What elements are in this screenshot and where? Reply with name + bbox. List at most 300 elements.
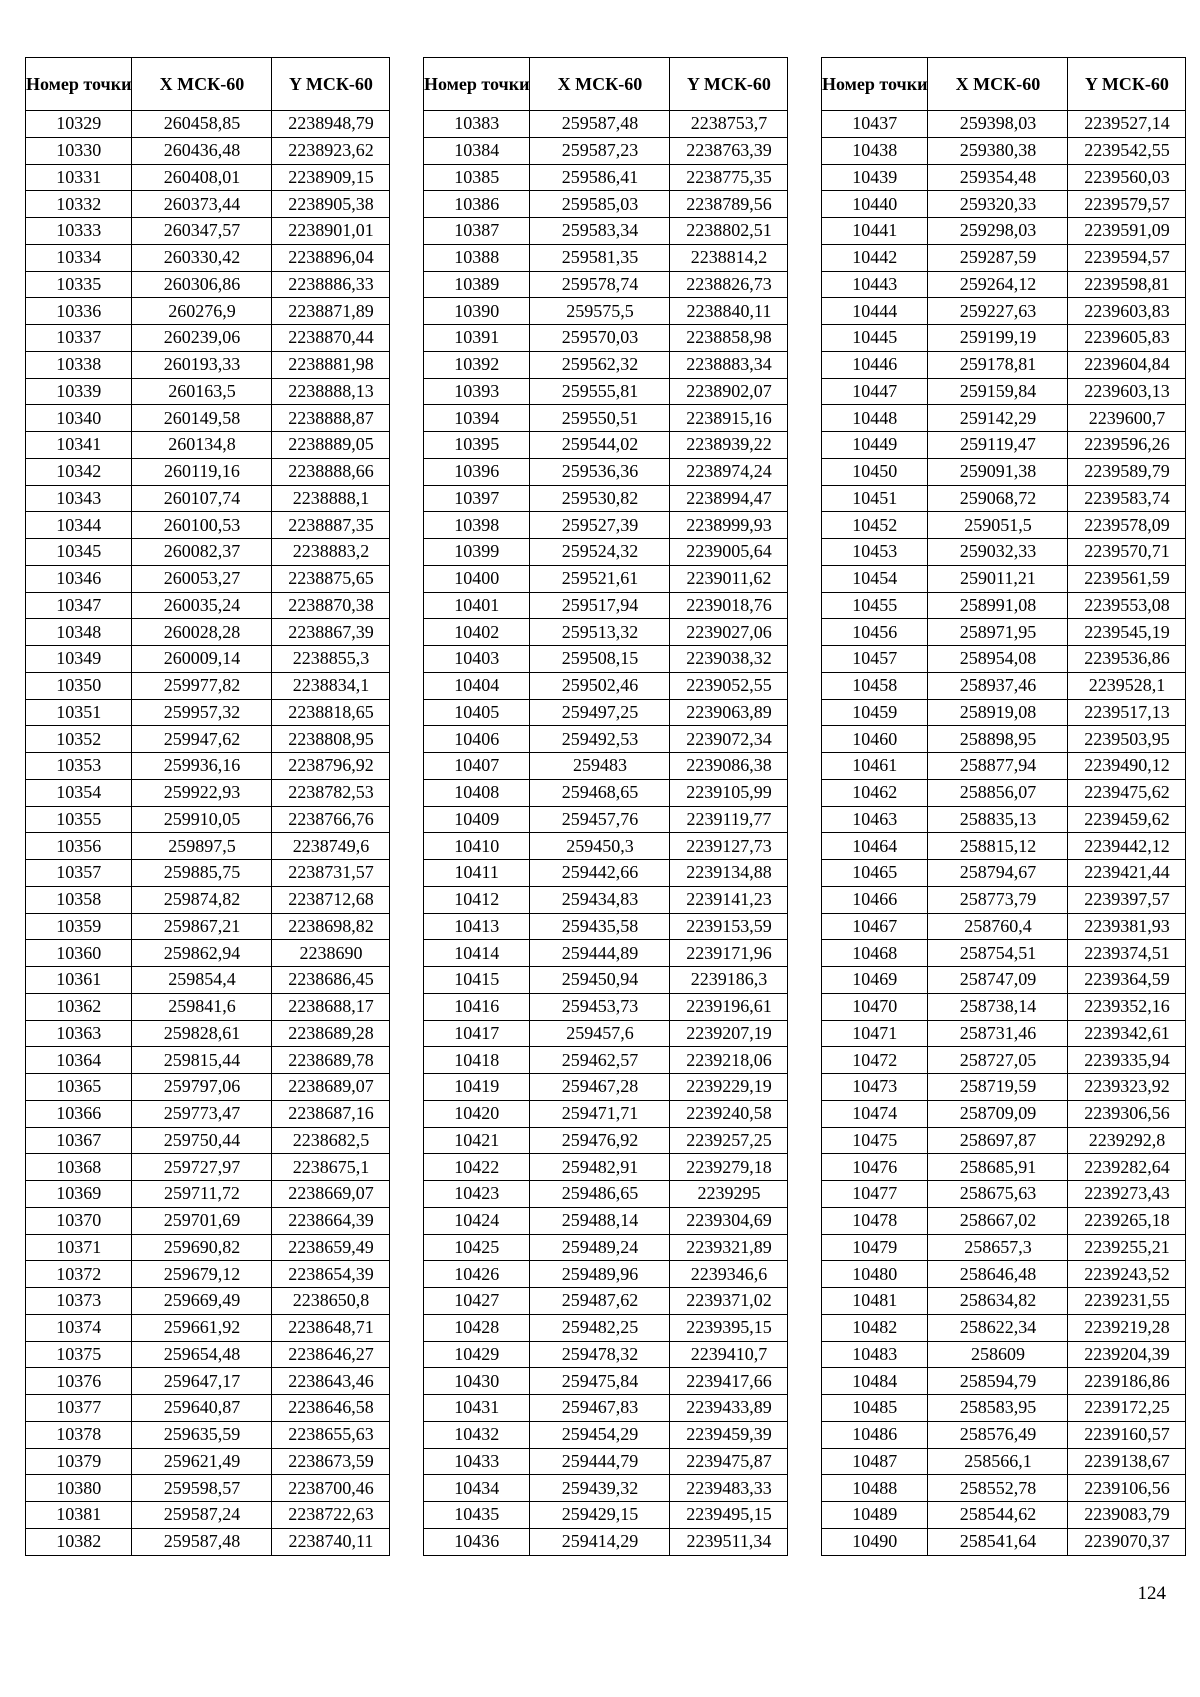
table-row [424, 191, 788, 218]
y-coordinate-cell: 2239027,06 [670, 619, 788, 646]
x-coordinate-cell: 258747,09 [928, 967, 1068, 994]
point-number-cell: 10377 [26, 1395, 132, 1422]
point-number-cell: 10487 [822, 1448, 928, 1475]
point-number-cell: 10426 [424, 1261, 530, 1288]
point-number-cell: 10384 [424, 137, 530, 164]
x-coordinate-cell: 260193,33 [132, 351, 272, 378]
x-coordinate-cell: 259011,21 [928, 565, 1068, 592]
table-row [822, 539, 1186, 566]
y-coordinate-cell: 2238731,57 [272, 860, 390, 887]
point-number-cell: 10409 [424, 806, 530, 833]
x-coordinate-cell: 259583,34 [530, 218, 670, 245]
y-coordinate-cell: 2239072,34 [670, 726, 788, 753]
point-number-cell: 10378 [26, 1421, 132, 1448]
x-coordinate-cell: 258566,1 [928, 1448, 1068, 1475]
x-coordinate-cell: 260408,01 [132, 164, 272, 191]
x-coordinate-cell: 259581,35 [530, 244, 670, 271]
y-coordinate-cell: 2238909,15 [272, 164, 390, 191]
point-number-cell: 10482 [822, 1314, 928, 1341]
table-row [424, 860, 788, 887]
x-coordinate-cell: 258877,94 [928, 753, 1068, 780]
y-coordinate-cell: 2238654,39 [272, 1261, 390, 1288]
table-row [822, 1181, 1186, 1208]
y-coordinate-cell: 2239186,3 [670, 967, 788, 994]
y-coordinate-cell: 2239475,62 [1068, 779, 1186, 806]
y-coordinate-cell: 2239395,15 [670, 1314, 788, 1341]
table-row [822, 218, 1186, 245]
point-number-cell: 10462 [822, 779, 928, 806]
table-row [26, 1234, 390, 1261]
x-coordinate-cell: 259142,29 [928, 405, 1068, 432]
point-number-cell: 10364 [26, 1047, 132, 1074]
x-coordinate-cell: 258835,13 [928, 806, 1068, 833]
y-coordinate-cell: 2238888,13 [272, 378, 390, 405]
x-coordinate-cell: 259051,5 [928, 512, 1068, 539]
table-row [822, 111, 1186, 138]
point-number-cell: 10451 [822, 485, 928, 512]
y-coordinate-cell: 2238690 [272, 940, 390, 967]
point-number-cell: 10476 [822, 1154, 928, 1181]
x-coordinate-cell: 259199,19 [928, 325, 1068, 352]
x-coordinate-cell: 259489,24 [530, 1234, 670, 1261]
table-row [26, 940, 390, 967]
y-coordinate-cell: 2238974,24 [670, 458, 788, 485]
x-coordinate-cell: 258991,08 [928, 592, 1068, 619]
point-number-cell: 10439 [822, 164, 928, 191]
table-row [822, 137, 1186, 164]
y-coordinate-cell: 2238808,95 [272, 726, 390, 753]
point-number-cell: 10358 [26, 886, 132, 913]
point-number-cell: 10454 [822, 565, 928, 592]
x-coordinate-cell: 259701,69 [132, 1207, 272, 1234]
point-number-cell: 10434 [424, 1475, 530, 1502]
point-number-cell: 10339 [26, 378, 132, 405]
y-coordinate-cell: 2239171,96 [670, 940, 788, 967]
y-coordinate-cell: 2238871,89 [272, 298, 390, 325]
table-row [822, 512, 1186, 539]
x-coordinate-cell: 259453,73 [530, 993, 670, 1020]
x-coordinate-cell: 258544,62 [928, 1502, 1068, 1529]
point-number-cell: 10349 [26, 646, 132, 673]
table-row [822, 1341, 1186, 1368]
point-number-cell: 10485 [822, 1395, 928, 1422]
table-header-row [424, 58, 788, 111]
y-coordinate-cell: 2239364,59 [1068, 967, 1186, 994]
point-number-cell: 10469 [822, 967, 928, 994]
y-coordinate-cell: 2239240,58 [670, 1100, 788, 1127]
table-row [822, 753, 1186, 780]
x-coordinate-cell: 259727,97 [132, 1154, 272, 1181]
table-row [26, 806, 390, 833]
table-row [822, 913, 1186, 940]
x-coordinate-cell: 259690,82 [132, 1234, 272, 1261]
table-row [822, 646, 1186, 673]
x-coordinate-cell: 259264,12 [928, 271, 1068, 298]
header-x-coordinate: X МСК-60 [530, 58, 670, 111]
table-row [26, 726, 390, 753]
y-coordinate-cell: 2238888,87 [272, 405, 390, 432]
y-coordinate-cell: 2238881,98 [272, 351, 390, 378]
point-number-cell: 10393 [424, 378, 530, 405]
point-number-cell: 10341 [26, 432, 132, 459]
table-row [822, 1448, 1186, 1475]
y-coordinate-cell: 2239410,7 [670, 1341, 788, 1368]
table-row [424, 485, 788, 512]
y-coordinate-cell: 2238659,49 [272, 1234, 390, 1261]
x-coordinate-cell: 259414,29 [530, 1528, 670, 1555]
y-coordinate-cell: 2238994,47 [670, 485, 788, 512]
point-number-cell: 10371 [26, 1234, 132, 1261]
x-coordinate-cell: 259530,82 [530, 485, 670, 512]
x-coordinate-cell: 259434,83 [530, 886, 670, 913]
y-coordinate-cell: 2238712,68 [272, 886, 390, 913]
table-row [822, 1368, 1186, 1395]
table-row [822, 1154, 1186, 1181]
point-number-cell: 10453 [822, 539, 928, 566]
table-row [424, 1314, 788, 1341]
table-row [424, 1074, 788, 1101]
point-number-cell: 10465 [822, 860, 928, 887]
point-number-cell: 10405 [424, 699, 530, 726]
table-body [26, 111, 390, 1556]
x-coordinate-cell: 259598,57 [132, 1475, 272, 1502]
point-number-cell: 10489 [822, 1502, 928, 1529]
table-row [822, 1395, 1186, 1422]
table-row [26, 1475, 390, 1502]
x-coordinate-cell: 259475,84 [530, 1368, 670, 1395]
y-coordinate-cell: 2238915,16 [670, 405, 788, 432]
y-coordinate-cell: 2239374,51 [1068, 940, 1186, 967]
y-coordinate-cell: 2239282,64 [1068, 1154, 1186, 1181]
point-number-cell: 10412 [424, 886, 530, 913]
point-number-cell: 10455 [822, 592, 928, 619]
y-coordinate-cell: 2239207,19 [670, 1020, 788, 1047]
y-coordinate-cell: 2239603,83 [1068, 298, 1186, 325]
table-row [822, 244, 1186, 271]
x-coordinate-cell: 259585,03 [530, 191, 670, 218]
x-coordinate-cell: 258675,63 [928, 1181, 1068, 1208]
table-row [424, 458, 788, 485]
x-coordinate-cell: 260347,57 [132, 218, 272, 245]
table-row [26, 1100, 390, 1127]
x-coordinate-cell: 259435,58 [530, 913, 670, 940]
y-coordinate-cell: 2239527,14 [1068, 111, 1186, 138]
table-header-row [822, 58, 1186, 111]
y-coordinate-cell: 2239105,99 [670, 779, 788, 806]
x-coordinate-cell: 259524,32 [530, 539, 670, 566]
table-row [424, 244, 788, 271]
y-coordinate-cell: 2239475,87 [670, 1448, 788, 1475]
x-coordinate-cell: 259862,94 [132, 940, 272, 967]
table-row [26, 164, 390, 191]
y-coordinate-cell: 2239542,55 [1068, 137, 1186, 164]
x-coordinate-cell: 259227,63 [928, 298, 1068, 325]
y-coordinate-cell: 2238867,39 [272, 619, 390, 646]
x-coordinate-cell: 259635,59 [132, 1421, 272, 1448]
point-number-cell: 10479 [822, 1234, 928, 1261]
y-coordinate-cell: 2238840,11 [670, 298, 788, 325]
table-row [424, 432, 788, 459]
table-row [424, 1127, 788, 1154]
x-coordinate-cell: 258760,4 [928, 913, 1068, 940]
y-coordinate-cell: 2239417,66 [670, 1368, 788, 1395]
y-coordinate-cell: 2239063,89 [670, 699, 788, 726]
x-coordinate-cell: 259947,62 [132, 726, 272, 753]
x-coordinate-cell: 259380,38 [928, 137, 1068, 164]
x-coordinate-cell: 258583,95 [928, 1395, 1068, 1422]
point-number-cell: 10343 [26, 485, 132, 512]
x-coordinate-cell: 259354,48 [928, 164, 1068, 191]
x-coordinate-cell: 259462,57 [530, 1047, 670, 1074]
x-coordinate-cell: 259815,44 [132, 1047, 272, 1074]
table-row [822, 726, 1186, 753]
x-coordinate-cell: 258738,14 [928, 993, 1068, 1020]
point-number-cell: 10404 [424, 672, 530, 699]
point-number-cell: 10466 [822, 886, 928, 913]
y-coordinate-cell: 2239583,74 [1068, 485, 1186, 512]
x-coordinate-cell: 258697,87 [928, 1127, 1068, 1154]
table-row [424, 1341, 788, 1368]
x-coordinate-cell: 260082,37 [132, 539, 272, 566]
table-row [26, 539, 390, 566]
x-coordinate-cell: 258937,46 [928, 672, 1068, 699]
point-number-cell: 10359 [26, 913, 132, 940]
y-coordinate-cell: 2238870,44 [272, 325, 390, 352]
table-row [822, 1261, 1186, 1288]
table-row [822, 1207, 1186, 1234]
table-body [822, 111, 1186, 1556]
x-coordinate-cell: 259298,03 [928, 218, 1068, 245]
table-row [822, 1047, 1186, 1074]
x-coordinate-cell: 259797,06 [132, 1074, 272, 1101]
x-coordinate-cell: 259444,89 [530, 940, 670, 967]
point-number-cell: 10457 [822, 646, 928, 673]
point-number-cell: 10346 [26, 565, 132, 592]
point-number-cell: 10445 [822, 325, 928, 352]
x-coordinate-cell: 259910,05 [132, 806, 272, 833]
table-row [26, 1207, 390, 1234]
y-coordinate-cell: 2239483,33 [670, 1475, 788, 1502]
table-row [424, 298, 788, 325]
point-number-cell: 10458 [822, 672, 928, 699]
y-coordinate-cell: 2238646,27 [272, 1341, 390, 1368]
x-coordinate-cell: 260028,28 [132, 619, 272, 646]
y-coordinate-cell: 2238782,53 [272, 779, 390, 806]
x-coordinate-cell: 260276,9 [132, 298, 272, 325]
header-x-coordinate: X МСК-60 [928, 58, 1068, 111]
header-point-number: Номер точки [26, 58, 132, 111]
point-number-cell: 10486 [822, 1421, 928, 1448]
x-coordinate-cell: 259287,59 [928, 244, 1068, 271]
table-row [822, 1314, 1186, 1341]
y-coordinate-cell: 2239560,03 [1068, 164, 1186, 191]
point-number-cell: 10366 [26, 1100, 132, 1127]
y-coordinate-cell: 2238887,35 [272, 512, 390, 539]
table-row [822, 940, 1186, 967]
x-coordinate-cell: 259032,33 [928, 539, 1068, 566]
x-coordinate-cell: 258609 [928, 1341, 1068, 1368]
point-number-cell: 10395 [424, 432, 530, 459]
y-coordinate-cell: 2238763,39 [670, 137, 788, 164]
y-coordinate-cell: 2239038,32 [670, 646, 788, 673]
table-row [424, 833, 788, 860]
x-coordinate-cell: 258754,51 [928, 940, 1068, 967]
table-row [822, 298, 1186, 325]
table-row [424, 592, 788, 619]
y-coordinate-cell: 2238686,45 [272, 967, 390, 994]
point-number-cell: 10428 [424, 1314, 530, 1341]
table-row [822, 886, 1186, 913]
table-row [424, 779, 788, 806]
table-row [424, 565, 788, 592]
table-row [822, 1234, 1186, 1261]
x-coordinate-cell: 258731,46 [928, 1020, 1068, 1047]
y-coordinate-cell: 2238939,22 [670, 432, 788, 459]
x-coordinate-cell: 258727,05 [928, 1047, 1068, 1074]
x-coordinate-cell: 259439,32 [530, 1475, 670, 1502]
point-number-cell: 10369 [26, 1181, 132, 1208]
y-coordinate-cell: 2238675,1 [272, 1154, 390, 1181]
y-coordinate-cell: 2239371,02 [670, 1288, 788, 1315]
point-number-cell: 10464 [822, 833, 928, 860]
x-coordinate-cell: 259159,84 [928, 378, 1068, 405]
point-number-cell: 10460 [822, 726, 928, 753]
y-coordinate-cell: 2239381,93 [1068, 913, 1186, 940]
x-coordinate-cell: 260373,44 [132, 191, 272, 218]
y-coordinate-cell: 2239490,12 [1068, 753, 1186, 780]
x-coordinate-cell: 259957,32 [132, 699, 272, 726]
point-number-cell: 10443 [822, 271, 928, 298]
y-coordinate-cell: 2239231,55 [1068, 1288, 1186, 1315]
point-number-cell: 10450 [822, 458, 928, 485]
x-coordinate-cell: 259544,02 [530, 432, 670, 459]
x-coordinate-cell: 259562,32 [530, 351, 670, 378]
x-coordinate-cell: 259773,47 [132, 1100, 272, 1127]
x-coordinate-cell: 260163,5 [132, 378, 272, 405]
point-number-cell: 10449 [822, 432, 928, 459]
y-coordinate-cell: 2238655,63 [272, 1421, 390, 1448]
point-number-cell: 10367 [26, 1127, 132, 1154]
table-row [424, 1448, 788, 1475]
x-coordinate-cell: 259750,44 [132, 1127, 272, 1154]
x-coordinate-cell: 258685,91 [928, 1154, 1068, 1181]
table-row [424, 913, 788, 940]
y-coordinate-cell: 2238646,58 [272, 1395, 390, 1422]
table-row [424, 753, 788, 780]
point-number-cell: 10425 [424, 1234, 530, 1261]
header-point-number: Номер точки [822, 58, 928, 111]
x-coordinate-cell: 258794,67 [928, 860, 1068, 887]
x-coordinate-cell: 258576,49 [928, 1421, 1068, 1448]
x-coordinate-cell: 258773,79 [928, 886, 1068, 913]
point-number-cell: 10488 [822, 1475, 928, 1502]
y-coordinate-cell: 2239265,18 [1068, 1207, 1186, 1234]
point-number-cell: 10411 [424, 860, 530, 887]
point-number-cell: 10390 [424, 298, 530, 325]
point-number-cell: 10386 [424, 191, 530, 218]
y-coordinate-cell: 2239459,39 [670, 1421, 788, 1448]
coordinates-table-2 [423, 57, 788, 1556]
y-coordinate-cell: 2238896,04 [272, 244, 390, 271]
point-number-cell: 10452 [822, 512, 928, 539]
point-number-cell: 10373 [26, 1288, 132, 1315]
y-coordinate-cell: 2238902,07 [670, 378, 788, 405]
table-row [26, 913, 390, 940]
table-row [822, 619, 1186, 646]
x-coordinate-cell: 258594,79 [928, 1368, 1068, 1395]
point-number-cell: 10430 [424, 1368, 530, 1395]
table-row [26, 244, 390, 271]
x-coordinate-cell: 259488,14 [530, 1207, 670, 1234]
table-row [424, 1368, 788, 1395]
table-row [26, 860, 390, 887]
y-coordinate-cell: 2239397,57 [1068, 886, 1186, 913]
point-number-cell: 10478 [822, 1207, 928, 1234]
x-coordinate-cell: 260149,58 [132, 405, 272, 432]
point-number-cell: 10418 [424, 1047, 530, 1074]
table-row [822, 351, 1186, 378]
table-row [424, 1475, 788, 1502]
table-row [26, 1421, 390, 1448]
table-row [26, 111, 390, 138]
table-row [822, 1288, 1186, 1315]
point-number-cell: 10362 [26, 993, 132, 1020]
point-number-cell: 10372 [26, 1261, 132, 1288]
y-coordinate-cell: 2238700,46 [272, 1475, 390, 1502]
table-row [26, 619, 390, 646]
y-coordinate-cell: 2239083,79 [1068, 1502, 1186, 1529]
y-coordinate-cell: 2238883,34 [670, 351, 788, 378]
table-row [424, 271, 788, 298]
y-coordinate-cell: 2239243,52 [1068, 1261, 1186, 1288]
point-number-cell: 10484 [822, 1368, 928, 1395]
table-row [26, 1341, 390, 1368]
x-coordinate-cell: 258815,12 [928, 833, 1068, 860]
table-row [26, 1395, 390, 1422]
x-coordinate-cell: 259482,25 [530, 1314, 670, 1341]
y-coordinate-cell: 2239138,67 [1068, 1448, 1186, 1475]
y-coordinate-cell: 2239086,38 [670, 753, 788, 780]
table-row [424, 1181, 788, 1208]
table-row [424, 1395, 788, 1422]
table-row [26, 432, 390, 459]
table-row [424, 111, 788, 138]
y-coordinate-cell: 2239342,61 [1068, 1020, 1186, 1047]
y-coordinate-cell: 2238682,5 [272, 1127, 390, 1154]
table-row [822, 1528, 1186, 1555]
table-row [26, 191, 390, 218]
table-row [424, 699, 788, 726]
point-number-cell: 10387 [424, 218, 530, 245]
point-number-cell: 10467 [822, 913, 928, 940]
y-coordinate-cell: 2238858,98 [670, 325, 788, 352]
table-row [424, 137, 788, 164]
y-coordinate-cell: 2239106,56 [1068, 1475, 1186, 1502]
point-number-cell: 10421 [424, 1127, 530, 1154]
table-row [26, 672, 390, 699]
y-coordinate-cell: 2239578,09 [1068, 512, 1186, 539]
point-number-cell: 10353 [26, 753, 132, 780]
point-number-cell: 10472 [822, 1047, 928, 1074]
x-coordinate-cell: 259482,91 [530, 1154, 670, 1181]
point-number-cell: 10330 [26, 137, 132, 164]
table-row [26, 1314, 390, 1341]
y-coordinate-cell: 2239352,16 [1068, 993, 1186, 1020]
table-row [424, 1207, 788, 1234]
point-number-cell: 10365 [26, 1074, 132, 1101]
point-number-cell: 10351 [26, 699, 132, 726]
x-coordinate-cell: 259587,48 [132, 1528, 272, 1555]
